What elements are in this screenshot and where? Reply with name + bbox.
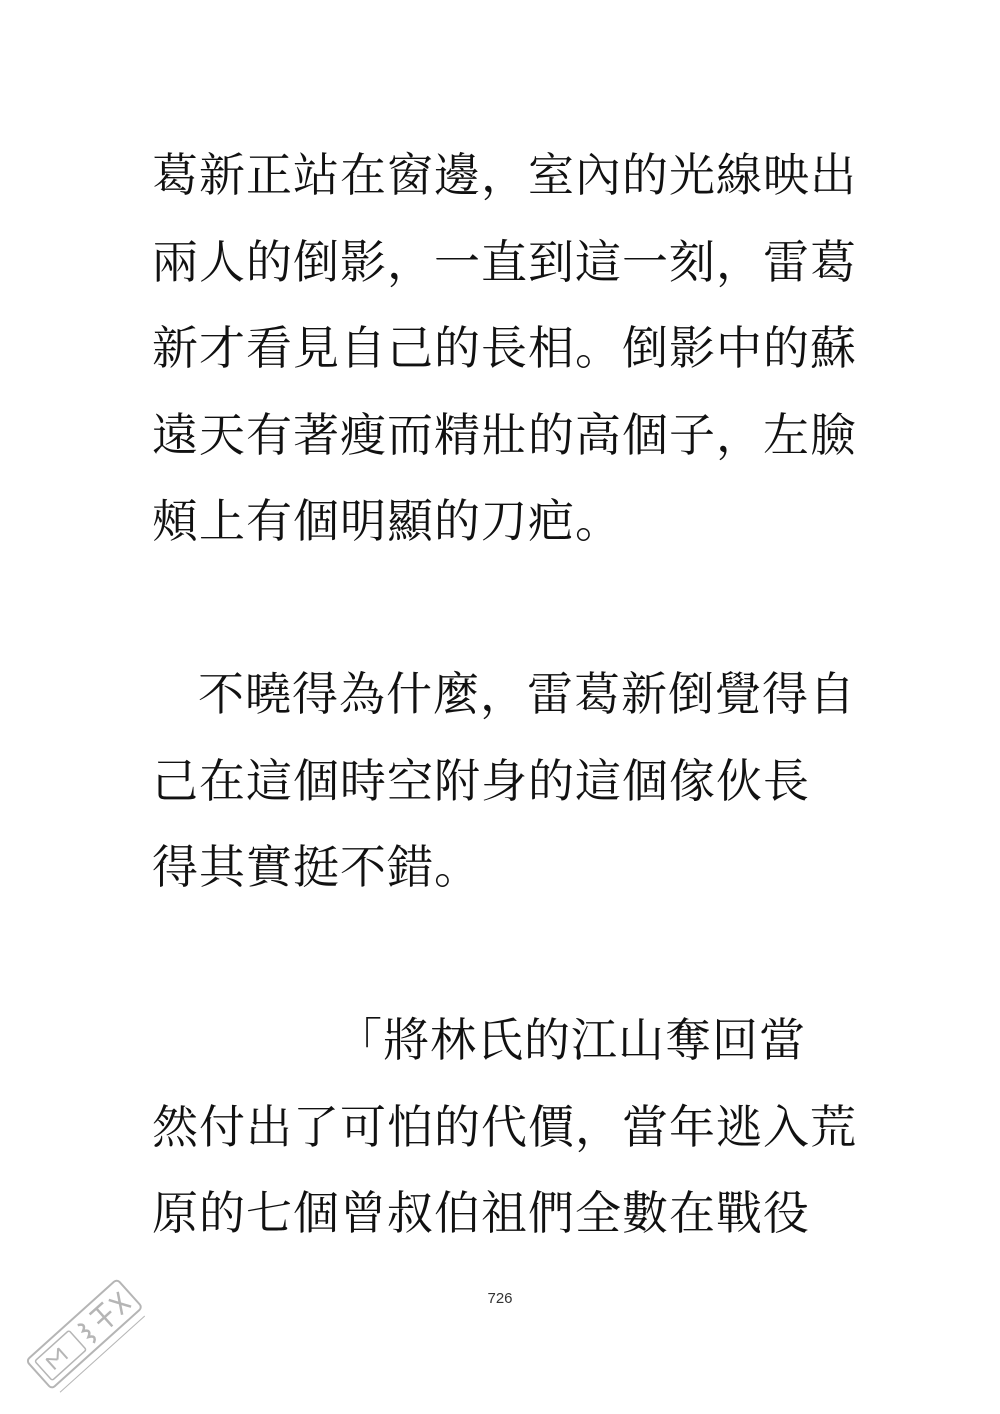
body-text	[152, 132, 857, 1257]
paragraph-2-line-1: 不曉得為什麼，雷葛新倒覺得自	[198, 667, 856, 721]
paragraph-1-line-3: 新才看見自己的長相。倒影中的蘇	[152, 321, 857, 375]
paragraph-spacer	[152, 565, 852, 652]
paragraph-1-line-4: 遠天有著瘦而精壯的高個子，左臉	[152, 407, 857, 462]
watermark-logo	[12, 1262, 162, 1412]
paragraph-2-line-3: 得其實挺不錯。	[152, 840, 481, 894]
paragraph-3-line-2: 然付出了可怕的代價，當年逃入荒	[152, 1099, 857, 1154]
paragraph-spacer	[152, 911, 852, 998]
paragraph-3-line-3: 原的七個曾叔伯祖們全數在戰役	[152, 1186, 810, 1240]
paragraph-1-line-1: 葛新正站在窗邊，室內的光線映出	[152, 148, 857, 202]
paragraph-3-line-1: 「將林氏的江山奪回當	[336, 1013, 806, 1067]
page-number: 726	[487, 1290, 513, 1307]
paragraph-1-line-5: 頰上有個明顯的刀疤。	[152, 494, 622, 548]
paragraph-2-line-2: 己在這個時空附身的這個傢伙長	[152, 753, 810, 808]
paragraph-1-line-2: 兩人的倒影，一直到這一刻，雷葛	[152, 234, 857, 289]
